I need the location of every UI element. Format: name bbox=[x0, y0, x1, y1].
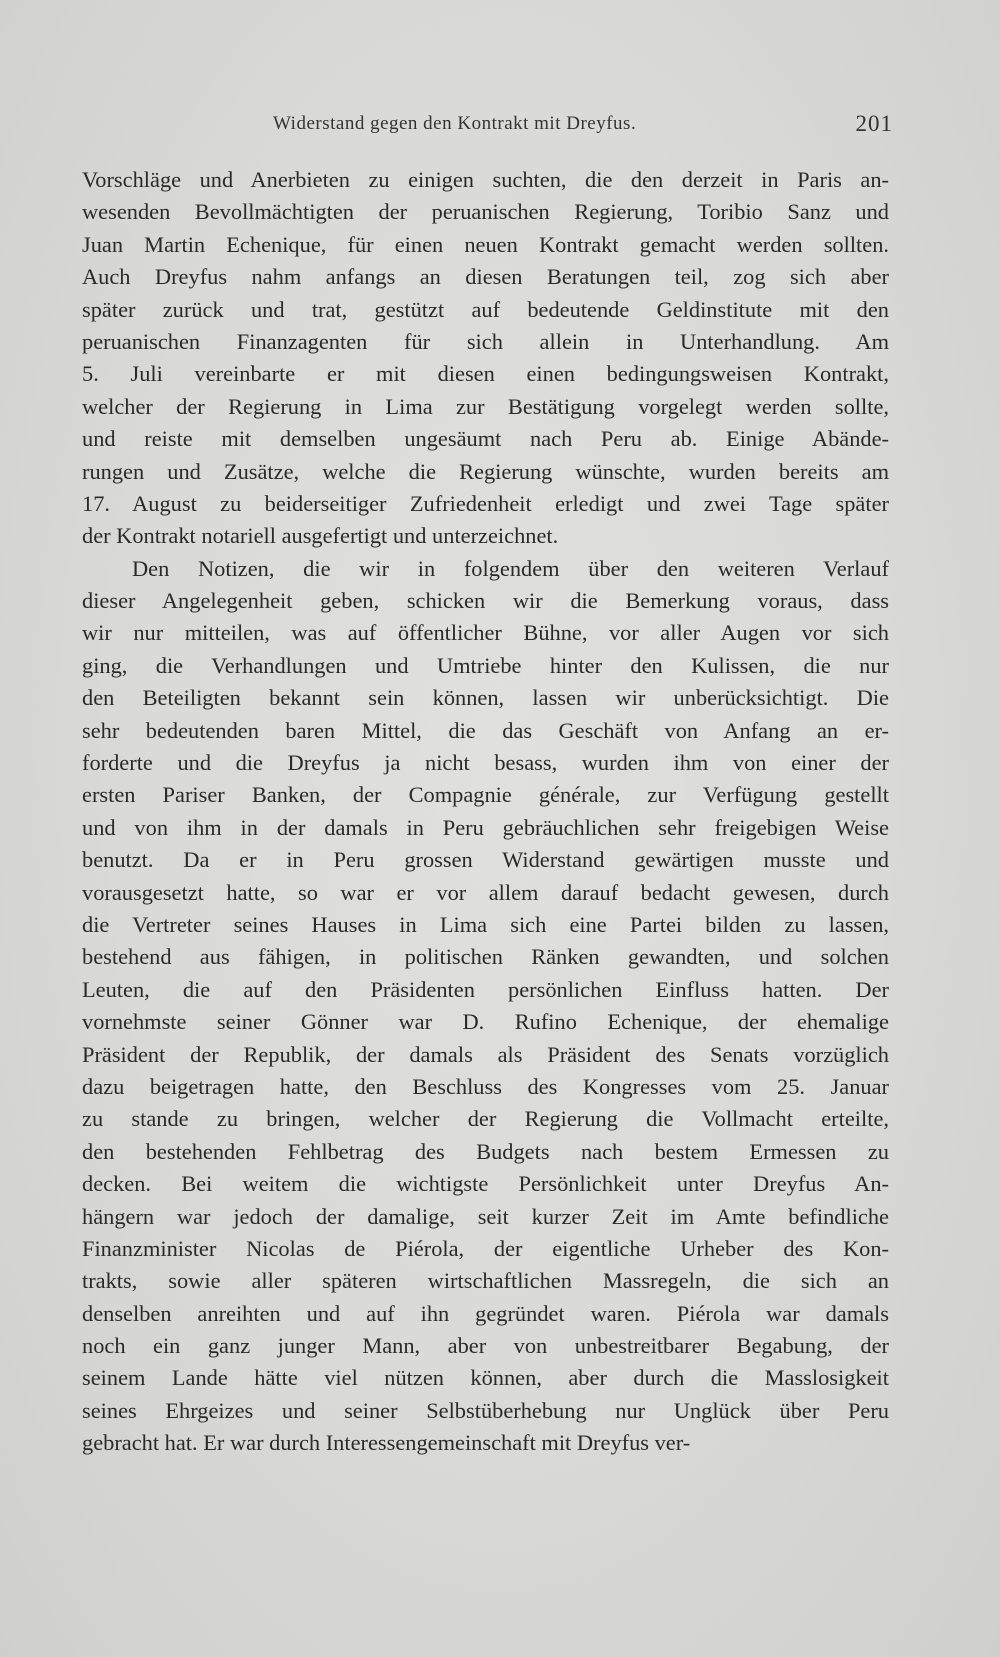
text-line: vornehmste seiner Gönner war D. Rufino Echenique, der ehemalige bbox=[82, 1009, 889, 1035]
text-line: Juan Martin Echenique, für einen neuen Kontrakt gemacht werden sollten. bbox=[82, 231, 889, 257]
text-line: wesenden Bevollmächtigten der peruanischen Regierung, Toribio Sanz und bbox=[82, 199, 889, 225]
text-line: der Kontrakt notariell ausgefertigt und unterzeichnet. bbox=[82, 523, 559, 549]
text-line: ersten Pariser Banken, der Compagnie générale, zur Verfügung gestellt bbox=[82, 782, 889, 808]
text-line: seinem Lande hätte viel nützen können, aber durch die Masslosigkeit bbox=[82, 1365, 889, 1391]
text-line: vorausgesetzt hatte, so war er vor allem darauf bedacht gewesen, durch bbox=[82, 879, 889, 905]
text-line: Den Notizen, die wir in folgendem über den weiteren Verlauf bbox=[132, 555, 889, 581]
text-line: forderte und die Dreyfus ja nicht besass, wurden ihm von einer der bbox=[82, 750, 889, 776]
text-line: wir nur mitteilen, was auf öffentlicher Bühne, vor aller Augen vor sich bbox=[82, 620, 889, 646]
text-line: seines Ehrgeizes und seiner Selbstüberhebung nur Unglück über Peru bbox=[82, 1397, 889, 1423]
text-line: ging, die Verhandlungen und Umtriebe hinter den Kulissen, die nur bbox=[82, 652, 889, 678]
text-line: dieser Angelegenheit geben, schicken wir die Bemerkung voraus, dass bbox=[82, 588, 889, 614]
text-line: welcher der Regierung in Lima zur Bestätigung vorgelegt werden sollte, bbox=[82, 393, 889, 419]
text-line: denselben anreihten und auf ihn gegründet waren. Piérola war damals bbox=[82, 1300, 889, 1326]
text-line: Auch Dreyfus nahm anfangs an diesen Beratungen teil, zog sich aber bbox=[82, 264, 889, 290]
text-line: rungen und Zusätze, welche die Regierung wünschte, wurden bereits am bbox=[82, 458, 889, 484]
page-number: 201 bbox=[855, 111, 893, 136]
text-line: 17. August zu beiderseitiger Zufriedenheit erledigt und zwei Tage später bbox=[82, 490, 889, 516]
text-line: sehr bedeutenden baren Mittel, die das Geschäft von Anfang an er- bbox=[82, 717, 889, 743]
text-line: den Beteiligten bekannt sein können, lassen wir unberücksichtigt. Die bbox=[82, 685, 889, 711]
text-line: benutzt. Da er in Peru grossen Widerstand gewärtigen musste und bbox=[82, 847, 889, 873]
text-line: decken. Bei weitem die wichtigste Persönlichkeit unter Dreyfus An- bbox=[82, 1171, 889, 1197]
text-line: Finanzminister Nicolas de Piérola, der eigentliche Urheber des Kon- bbox=[82, 1235, 889, 1261]
text-line: hängern war jedoch der damalige, seit kurzer Zeit im Amte befindliche bbox=[82, 1203, 889, 1229]
paragraph bbox=[82, 553, 889, 1460]
text-line: später zurück und trat, gestützt auf bedeutende Geldinstitute mit den bbox=[82, 296, 889, 322]
text-line: gebracht hat. Er war durch Interessengemeinschaft mit Dreyfus ver- bbox=[82, 1430, 691, 1456]
paragraph bbox=[82, 164, 889, 553]
text-line: Präsident der Republik, der damals als Präsident des Senats vorzüglich bbox=[82, 1041, 889, 1067]
text-line: dazu beigetragen hatte, den Beschluss des Kongresses vom 25. Januar bbox=[82, 1073, 889, 1099]
text-line: Leuten, die auf den Präsidenten persönlichen Einfluss hatten. Der bbox=[82, 976, 889, 1002]
text-line: 5. Juli vereinbarte er mit diesen einen bedingungsweisen Kontrakt, bbox=[82, 361, 889, 387]
text-line: den bestehenden Fehlbetrag des Budgets nach bestem Ermessen zu bbox=[82, 1138, 889, 1164]
text-line: und von ihm in der damals in Peru gebräuchlichen sehr freigebigen Weise bbox=[82, 814, 889, 840]
text-line: und reiste mit demselben ungesäumt nach Peru ab. Einige Abände- bbox=[82, 426, 889, 452]
text-line: bestehend aus fähigen, in politischen Ränken gewandten, und solchen bbox=[82, 944, 889, 970]
text-line: die Vertreter seines Hauses in Lima sich eine Partei bilden zu lassen, bbox=[82, 911, 889, 937]
text-line: trakts, sowie aller späteren wirtschaftlichen Massregeln, die sich an bbox=[82, 1268, 889, 1294]
text-line: noch ein ganz junger Mann, aber von unbestreitbarer Begabung, der bbox=[82, 1333, 889, 1359]
page-header bbox=[85, 113, 893, 143]
text-line: peruanischen Finanzagenten für sich allein in Unterhandlung. Am bbox=[82, 328, 889, 354]
text-line: Vorschläge und Anerbieten zu einigen suchten, die den derzeit in Paris an- bbox=[82, 167, 889, 192]
text-line: zu stande zu bringen, welcher der Regierung die Vollmacht erteilte, bbox=[82, 1106, 889, 1132]
running-title: Widerstand gegen den Kontrakt mit Dreyfus. bbox=[273, 113, 637, 134]
body-text bbox=[82, 164, 889, 1460]
